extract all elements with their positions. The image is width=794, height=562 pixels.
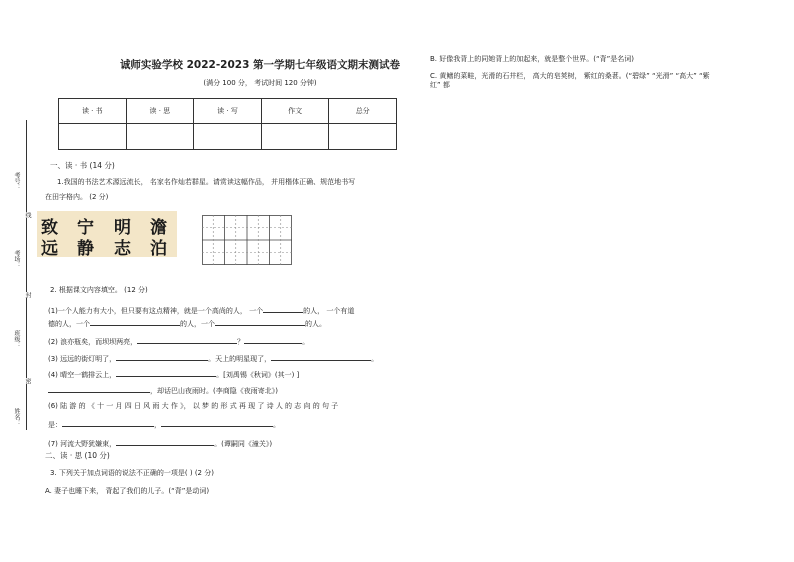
score-header-total: 总分 [329,99,397,124]
blank-line-3: (3) 远远的街灯明了， 。天上的明星现了， 。 [48,352,378,364]
blank-line-6-cont: 是： ， 。 [48,418,280,430]
seal-seal-char: 封 [24,292,31,298]
score-cell[interactable] [59,124,127,150]
score-header-read-book: 读 · 书 [59,99,127,124]
seal-line-char: 线 [24,212,31,218]
answer-blank[interactable] [244,335,302,344]
blank-line-4: (4) 晴空一鹤排云上， 。[刘禹锡《秋词》(其一) ] [48,368,299,380]
answer-blank[interactable] [215,317,305,326]
callig-char: 澹 [150,218,167,238]
answer-blank[interactable] [116,437,214,446]
callig-char: 静 [77,239,94,259]
question1-text-cont: 在田字格内。 (2 分) [45,193,109,201]
blank-line-1: (1)一个人能力有大小，但只要有这点精神，就是一个高尚的人， 一个 的人， 一个有道 [48,304,354,316]
option-a: A. 妻子也睡下来， 背起了我们的儿子。(“背”是动词) [45,487,210,495]
blank-line-2: (2) 浪亦瓶矣，而坝坝两亮， ？ 。 [48,335,309,347]
callig-char: 明 [114,218,131,238]
answer-blank[interactable] [62,418,154,427]
callig-char: 远 [41,239,58,259]
answer-blank[interactable] [263,304,303,313]
tianzige-grid[interactable] [202,215,292,265]
blank-line-5: ，却话巴山夜雨时。(李商隐《夜雨寄北》) [48,384,278,396]
answer-blank[interactable] [137,335,237,344]
blank-line-7: (7) 河流大野犹嫌束， 。(谭嗣同《潼关》) [48,437,272,449]
callig-char: 志 [114,239,131,259]
score-cell[interactable] [194,124,262,150]
score-header-read-think: 读 · 思 [126,99,194,124]
score-header-read-write: 读 · 写 [194,99,262,124]
question1-text: 1.我国的书法艺术源远流长， 名家名作灿若群星。请赏读这幅作品， 并用楷体正确、规范地书写 [57,178,356,186]
calligraphy-image [37,211,177,257]
answer-blank[interactable] [116,368,216,377]
seal-close-char: 密 [24,378,31,384]
question2-text: 2. 根据课文内容填空。 (12 分) [50,286,148,294]
score-cell[interactable] [261,124,329,150]
section1-heading: 一、读 · 书 (14 分) [50,161,115,170]
score-table [58,98,397,150]
answer-blank[interactable] [48,384,150,393]
question3-text: 3. 下列关于加点词语的说法不正确的一项是( ) (2 分) [50,469,214,477]
exam-subtitle: (满分 100 分， 考试时间 120 分钟) [203,79,317,87]
callig-char: 宁 [77,218,94,238]
answer-blank[interactable] [161,418,273,427]
answer-blank[interactable] [271,352,371,361]
option-b: B. 好像我背上的同她背上的加起来，就是整个世界。(“背”是名词) [430,55,634,63]
exam-title: 诚师实验学校 2022-2023 第一学期七年级语文期末测试卷 [119,59,401,71]
answer-blank[interactable] [116,352,208,361]
option-c: C. 黄鳝的菜畦，光滑的石井栏， 高大的皂荚树， 紫红的桑葚。(“碧绿” “光滑” “高大” “紫 [430,72,710,80]
callig-char: 致 [41,218,58,238]
margin-label-name: 姓名： [13,408,20,426]
section2-heading: 二、读 · 思 (10 分) [45,451,110,460]
blank-line-1-cont: 德的人，一个 的人，一个 的人。 [48,317,326,329]
answer-blank[interactable] [90,317,180,326]
blank-line-6: (6) 陆 游 的 《 十 一 月 四 日 风 雨 大 作 》， 以 梦 的 形 式 再 现 了 诗 人 的 志 向 的 句 子 [48,402,339,410]
score-cell[interactable] [329,124,397,150]
callig-char: 泊 [150,239,167,259]
margin-label-class: 班级： [13,330,20,348]
score-header-essay: 作文 [261,99,329,124]
margin-label-exam-number: 考号： [13,172,20,190]
score-cell[interactable] [126,124,194,150]
margin-label-exam-room: 考场： [13,250,20,268]
option-c-cont: 红” 都 [430,81,450,89]
